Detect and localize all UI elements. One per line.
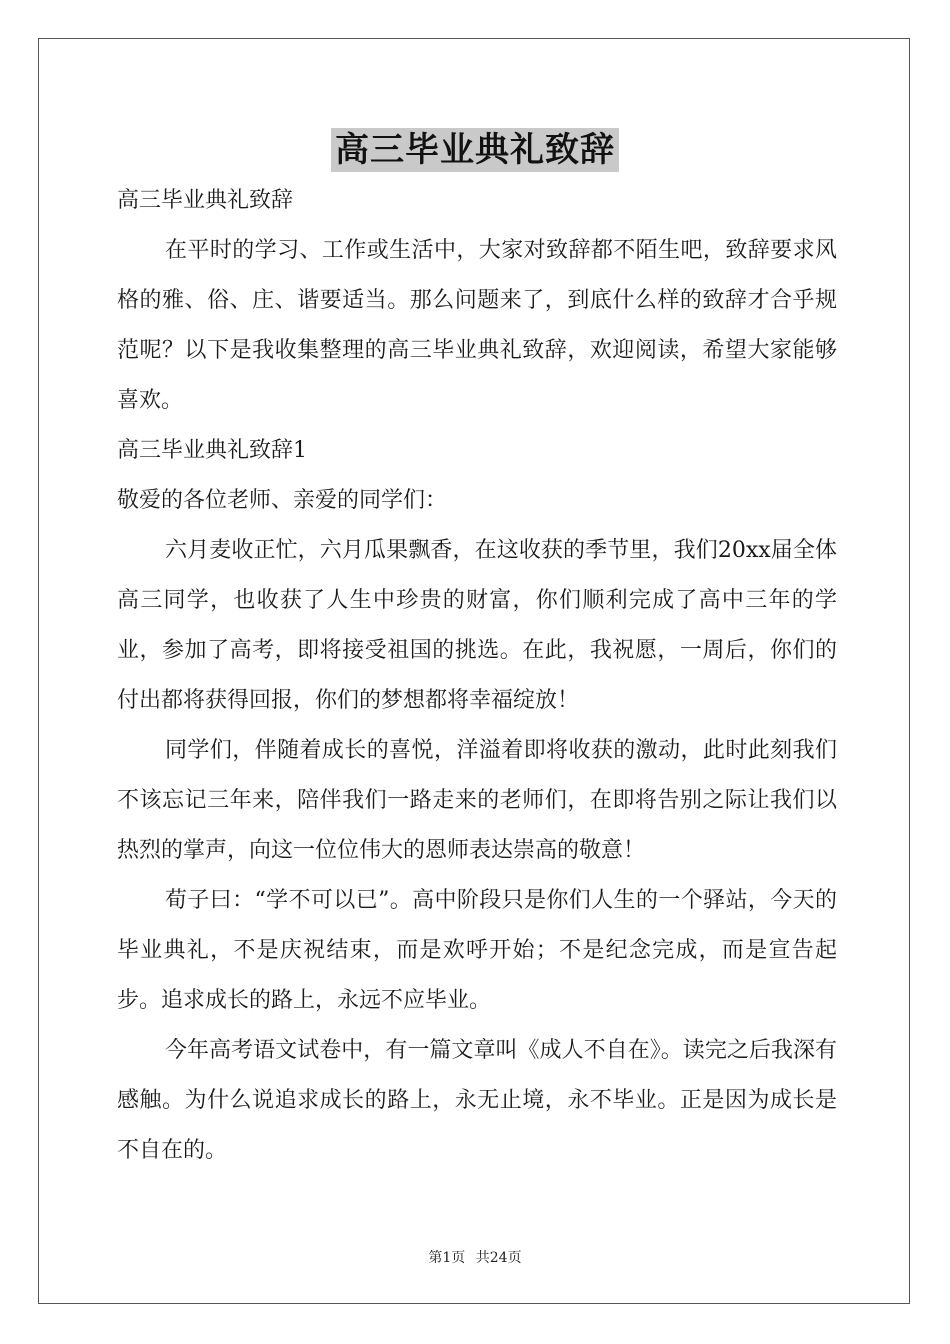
subtitle: 高三毕业典礼致辞 — [117, 188, 294, 213]
salutation: 敬爱的各位老师、亲爱的同学们： — [117, 488, 448, 513]
total-pages: 共24页 — [475, 1250, 522, 1266]
body-paragraph: 同学们，伴随着成长的喜悦，洋溢着即将收获的激动，此时此刻我们不该忘记三年来，陪伴我们一路走来的老师们，在即将告别之际让我们以热烈的掌声，向这一位位伟大的恩师表达崇高的敬意！ — [117, 738, 837, 863]
body-paragraph: 今年高考语文试卷中，有一篇文章叫《成人不自在》。读完之后我深有感触。为什么说追求成长的路上，永无止境，永不毕业。正是因为成长是不自在的。 — [117, 1038, 837, 1163]
document-title: 高三毕业典礼致辞 — [331, 128, 619, 172]
body-paragraph: 荀子曰：“学不可以已”。高中阶段只是你们人生的一个驿站，今天的毕业典礼，不是庆祝结束，而是欢呼开始；不是纪念完成，而是宣告起步。追求成长的路上，永远不应毕业。 — [117, 888, 837, 1013]
document-body — [117, 176, 837, 1176]
intro-paragraph: 在平时的学习、工作或生活中，大家对致辞都不陌生吧，致辞要求风格的雅、俗、庄、谐要适当。那么问题来了，到底什么样的致辞才合乎规范呢？以下是我收集整理的高三毕业典礼致辞，欢迎阅读，希望大家能够喜欢。 — [117, 238, 837, 413]
title-container — [0, 128, 950, 172]
body-paragraph: 六月麦收正忙，六月瓜果飘香，在这收获的季节里，我们20xx届全体高三同学，也收获了人生中珍贵的财富，你们顺利完成了高中三年的学业，参加了高考，即将接受祖国的挑选。在此，我祝愿，一周后，你们的付出都将获得回报，你们的梦想都将幸福绽放！ — [117, 538, 837, 713]
section-heading: 高三毕业典礼致辞1 — [117, 438, 307, 463]
page-footer — [0, 1247, 950, 1267]
page-number: 第1页 — [428, 1250, 466, 1266]
